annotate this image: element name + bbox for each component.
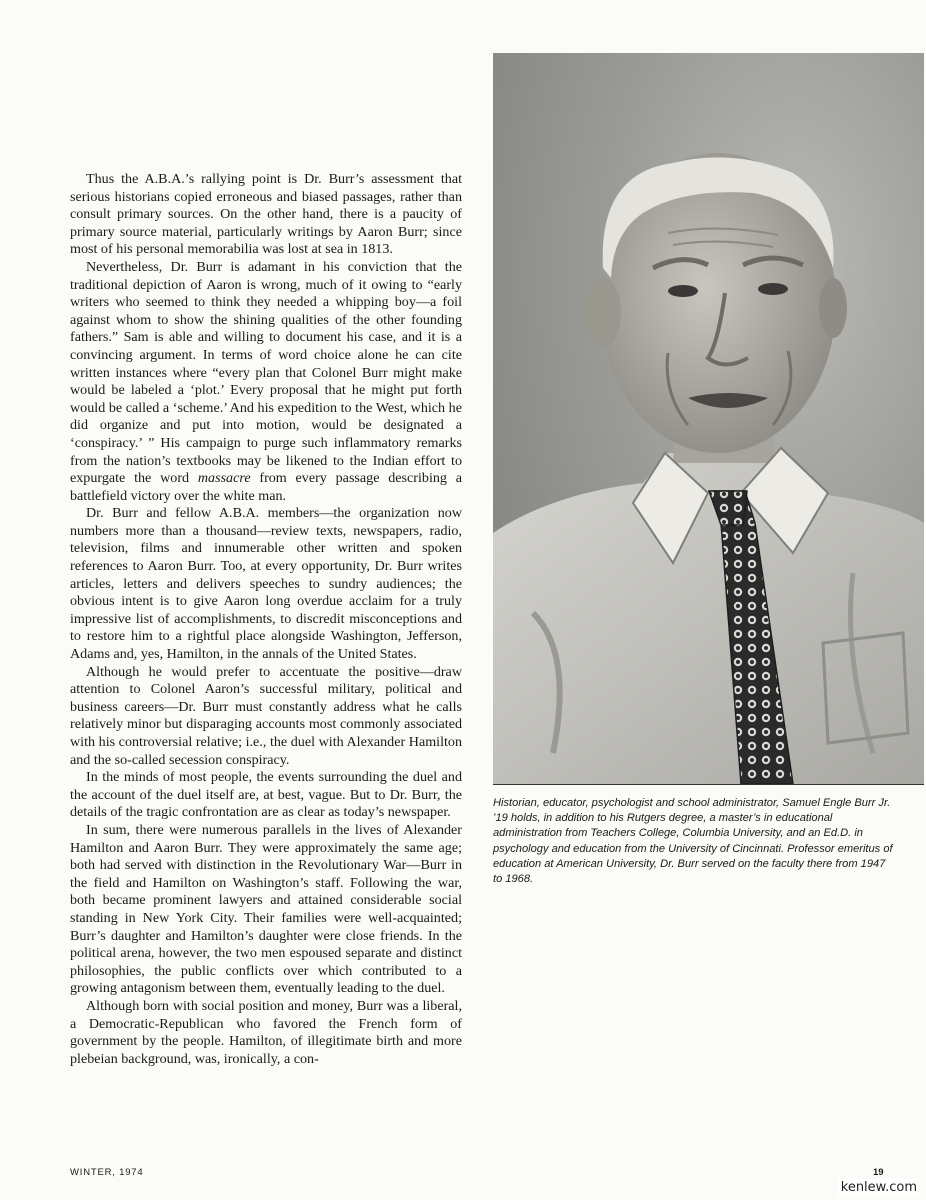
paragraph-text: Nevertheless, Dr. Burr is adamant in his conviction that the traditional depiction of Aaron is wrong, much of it owing to “early writers who seemed to think they needed a whipping boy—a foil against whom to show the shining qualities of the other founding fathers.” Sam is able and willing to document his case, and it is a convincing argument. In terms of word choice alone he can cite written instances where “every plan that Colonel Burr might make would be labeled a ‘plot.’ Every proposal that he might put forth would be called a ‘scheme.’ And his expedition to the West, which he did organize and put into motion, would be designated a ‘conspiracy.’ ” His campaign to purge such inflammatory remarks from the nation’s textbooks may be likened to the Indian effort to expurgate the word — [70, 258, 462, 487]
portrait-illustration — [493, 53, 924, 784]
page-number: 19 — [873, 1167, 884, 1178]
article-paragraph: In sum, there were numerous parallels in the lives of Alexander Hamilton and Aaron Burr. They were approximately the same age; both had served with distinction in the Revolutionary War—Burr in the field and Hamilton on Washington’s staff. Following the war, both became prominent lawyers and attained considerable social standing in New York City. Their families were well-acquainted; Burr’s daughter and Hamilton’s daughter were close friends. In the political arena, however, the two men espoused separate and distinct philosophies, the public conflicts over which contributed to a growing antagonism between them, eventually leading to the duel. — [70, 821, 462, 997]
portrait-photo — [493, 53, 924, 785]
emphasized-word: massacre — [197, 470, 251, 487]
watermark: kenlew.com — [838, 1179, 920, 1196]
article-paragraph: Dr. Burr and fellow A.B.A. members—the organization now numbers more than a thousand—review texts, newspapers, radio, television, films and innumerable other written and spoken references to Aaron Burr. Too, at every opportunity, Dr. Burr writes articles, letters and delivers speeches to sundry audiences; the obvious intent is to give Aaron long overdue acclaim for a truly impressive list of accomplishments, to discredit misconceptions and to restore him to a rightful place alongside Washington, Jefferson, Adams and, yes, Hamilton, in the annals of the United States. — [70, 505, 462, 663]
article-paragraph: Although he would prefer to accentuate the positive—draw attention to Colonel Aaron’s successful military, political and business careers—Dr. Burr must constantly address what he calls relatively minor but disparaging accounts most commonly associated with his controversial relative; i.e., the duel with Alexander Hamilton and the so-called secession conspiracy. — [70, 663, 462, 768]
article-body — [70, 171, 462, 1068]
photo-caption: Historian, educator, psychologist and school administrator, Samuel Engle Burr Jr. ’19 holds, in addition to his Rutgers degree, a master’s in educational administration from Teachers College, Columbia University, and an Ed.D. in psychology and education from the University of Cincinnati. Professor emeritus of education at American University, Dr. Burr served on the faculty there from 1947 to 1968. — [493, 797, 893, 886]
paragraph-text: from every passage describing a battlefield victory over the white man. — [70, 470, 462, 504]
issue-date: WINTER, 1974 — [70, 1167, 144, 1178]
article-paragraph: Although born with social position and money, Burr was a liberal, a Democratic-Republican who favored the French form of government by the people. Hamilton, of illegitimate birth and more plebeian background, was, ironically, a con- — [70, 997, 462, 1067]
article-paragraph: Thus the A.B.A.’s rallying point is Dr. Burr’s assessment that serious historians copied erroneous and biased passages, rather than consult primary sources. On the other hand, there is a paucity of primary source material, particularly writings by Aaron Burr; since most of his personal memorabilia was lost at sea in 1813. — [70, 171, 462, 258]
article-paragraph: In the minds of most people, the events surrounding the duel and the account of the duel itself are, at best, vague. But to Dr. Burr, the details of the tragic confrontation are as clear as today’s newspaper. — [70, 769, 462, 821]
article-paragraph — [70, 259, 462, 505]
